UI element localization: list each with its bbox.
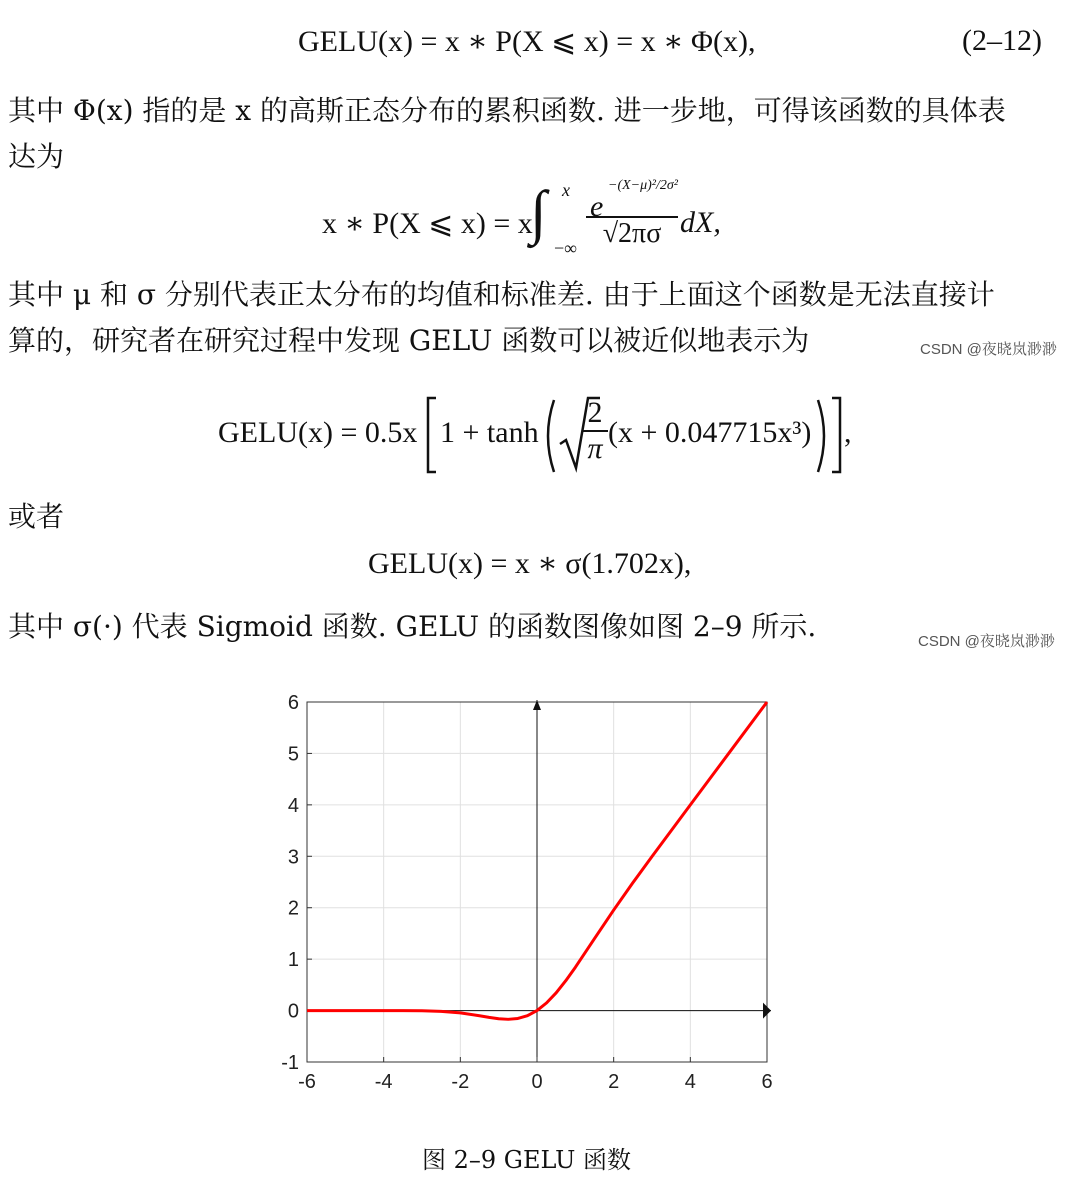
y-tick-label: 3 [287,846,299,869]
paragraph-text: 达为 [8,140,65,173]
x-tick-label: 0 [531,1071,543,1093]
y-tick-label: 1 [287,949,299,972]
paragraph-text: 其中 μ 和 σ 分别代表正太分布的均值和标准差. 由于上面这个函数是无法直接计 [8,278,995,311]
integral-differential: dX, [680,206,721,239]
y-tick-label: 6 [287,692,299,714]
tanh-body: 1 + tanh [440,416,539,449]
exp-base: e [590,190,604,223]
integral-upper-limit: x [562,180,570,200]
figure-caption-text: 图 2–9 GELU 函数 [422,1146,631,1174]
fraction-denominator: √2πσ [602,218,662,249]
y-tick-label: 2 [287,897,299,920]
y-tick-label: 4 [287,794,299,817]
equation-gelu-definition [298,24,755,59]
paren-left [540,398,558,474]
paragraph-text: 算的，研究者在研究过程中发现 GELU 函数可以被近似地表示为 [8,324,810,357]
paragraph-2-line-1 [8,272,995,318]
paragraph-4 [8,604,816,650]
fraction-numerator [586,176,678,223]
paragraph-text: 或者 [8,500,65,533]
x-tick-label: 2 [608,1071,620,1093]
tanh-inner: (x + 0.047715x³) [608,416,812,449]
figure-caption [422,1140,631,1175]
integral-lower-limit: −∞ [554,238,577,258]
tanh-lhs: GELU(x) = 0.5x [218,416,418,449]
x-tick-label: -4 [374,1071,393,1093]
paragraph-text: 其中 Φ(x) 指的是 x 的高斯正态分布的累积函数. 进一步地，可得该函数的具体表 [8,94,1006,127]
equation-number [962,24,1042,58]
bracket-left [424,396,438,474]
paragraph-2-line-2 [8,318,809,364]
tanh-tail: , [844,416,852,449]
equation-number-text: (2–12) [962,24,1042,57]
y-tick-label: 5 [287,743,299,766]
gelu-chart [270,690,790,1110]
watermark-text: CSDN @夜晓岚渺渺 [918,633,1055,650]
integral-fraction [586,176,678,250]
bracket-right [830,396,844,474]
equation-text: GELU(x) = x ∗ σ(1.702x), [368,547,692,580]
watermark [918,630,1055,651]
y-tick-label: -1 [281,1052,299,1074]
sqrt-fraction [582,396,608,466]
x-tick-label: -6 [298,1071,316,1093]
exp-power: −(X−μ)²/2σ² [608,178,678,193]
integral-sign: ∫ [530,179,547,245]
y-tick-label: 0 [287,1000,299,1023]
fraction-denominator: π [587,432,603,465]
watermark [920,338,1057,359]
paragraph-1-line-1 [8,88,1006,134]
paragraph-text: 其中 σ(·) 代表 Sigmoid 函数. GELU 的函数图像如图 2–9 所示. [8,610,817,643]
watermark-text: CSDN @夜晓岚渺渺 [920,341,1057,358]
x-tick-label: -2 [451,1071,470,1093]
equation-text: GELU(x) = x ∗ P(X ⩽ x) = x ∗ Φ(x), [298,25,756,58]
x-tick-label: 4 [684,1071,696,1093]
equation-sigmoid-approximation [368,546,691,581]
paragraph-1-line-2 [8,134,64,180]
fraction-numerator: 2 [587,396,603,429]
paragraph-3 [8,494,64,540]
x-tick-label: 6 [761,1071,773,1093]
integral-lhs: x ∗ P(X ⩽ x) = x [322,207,533,240]
